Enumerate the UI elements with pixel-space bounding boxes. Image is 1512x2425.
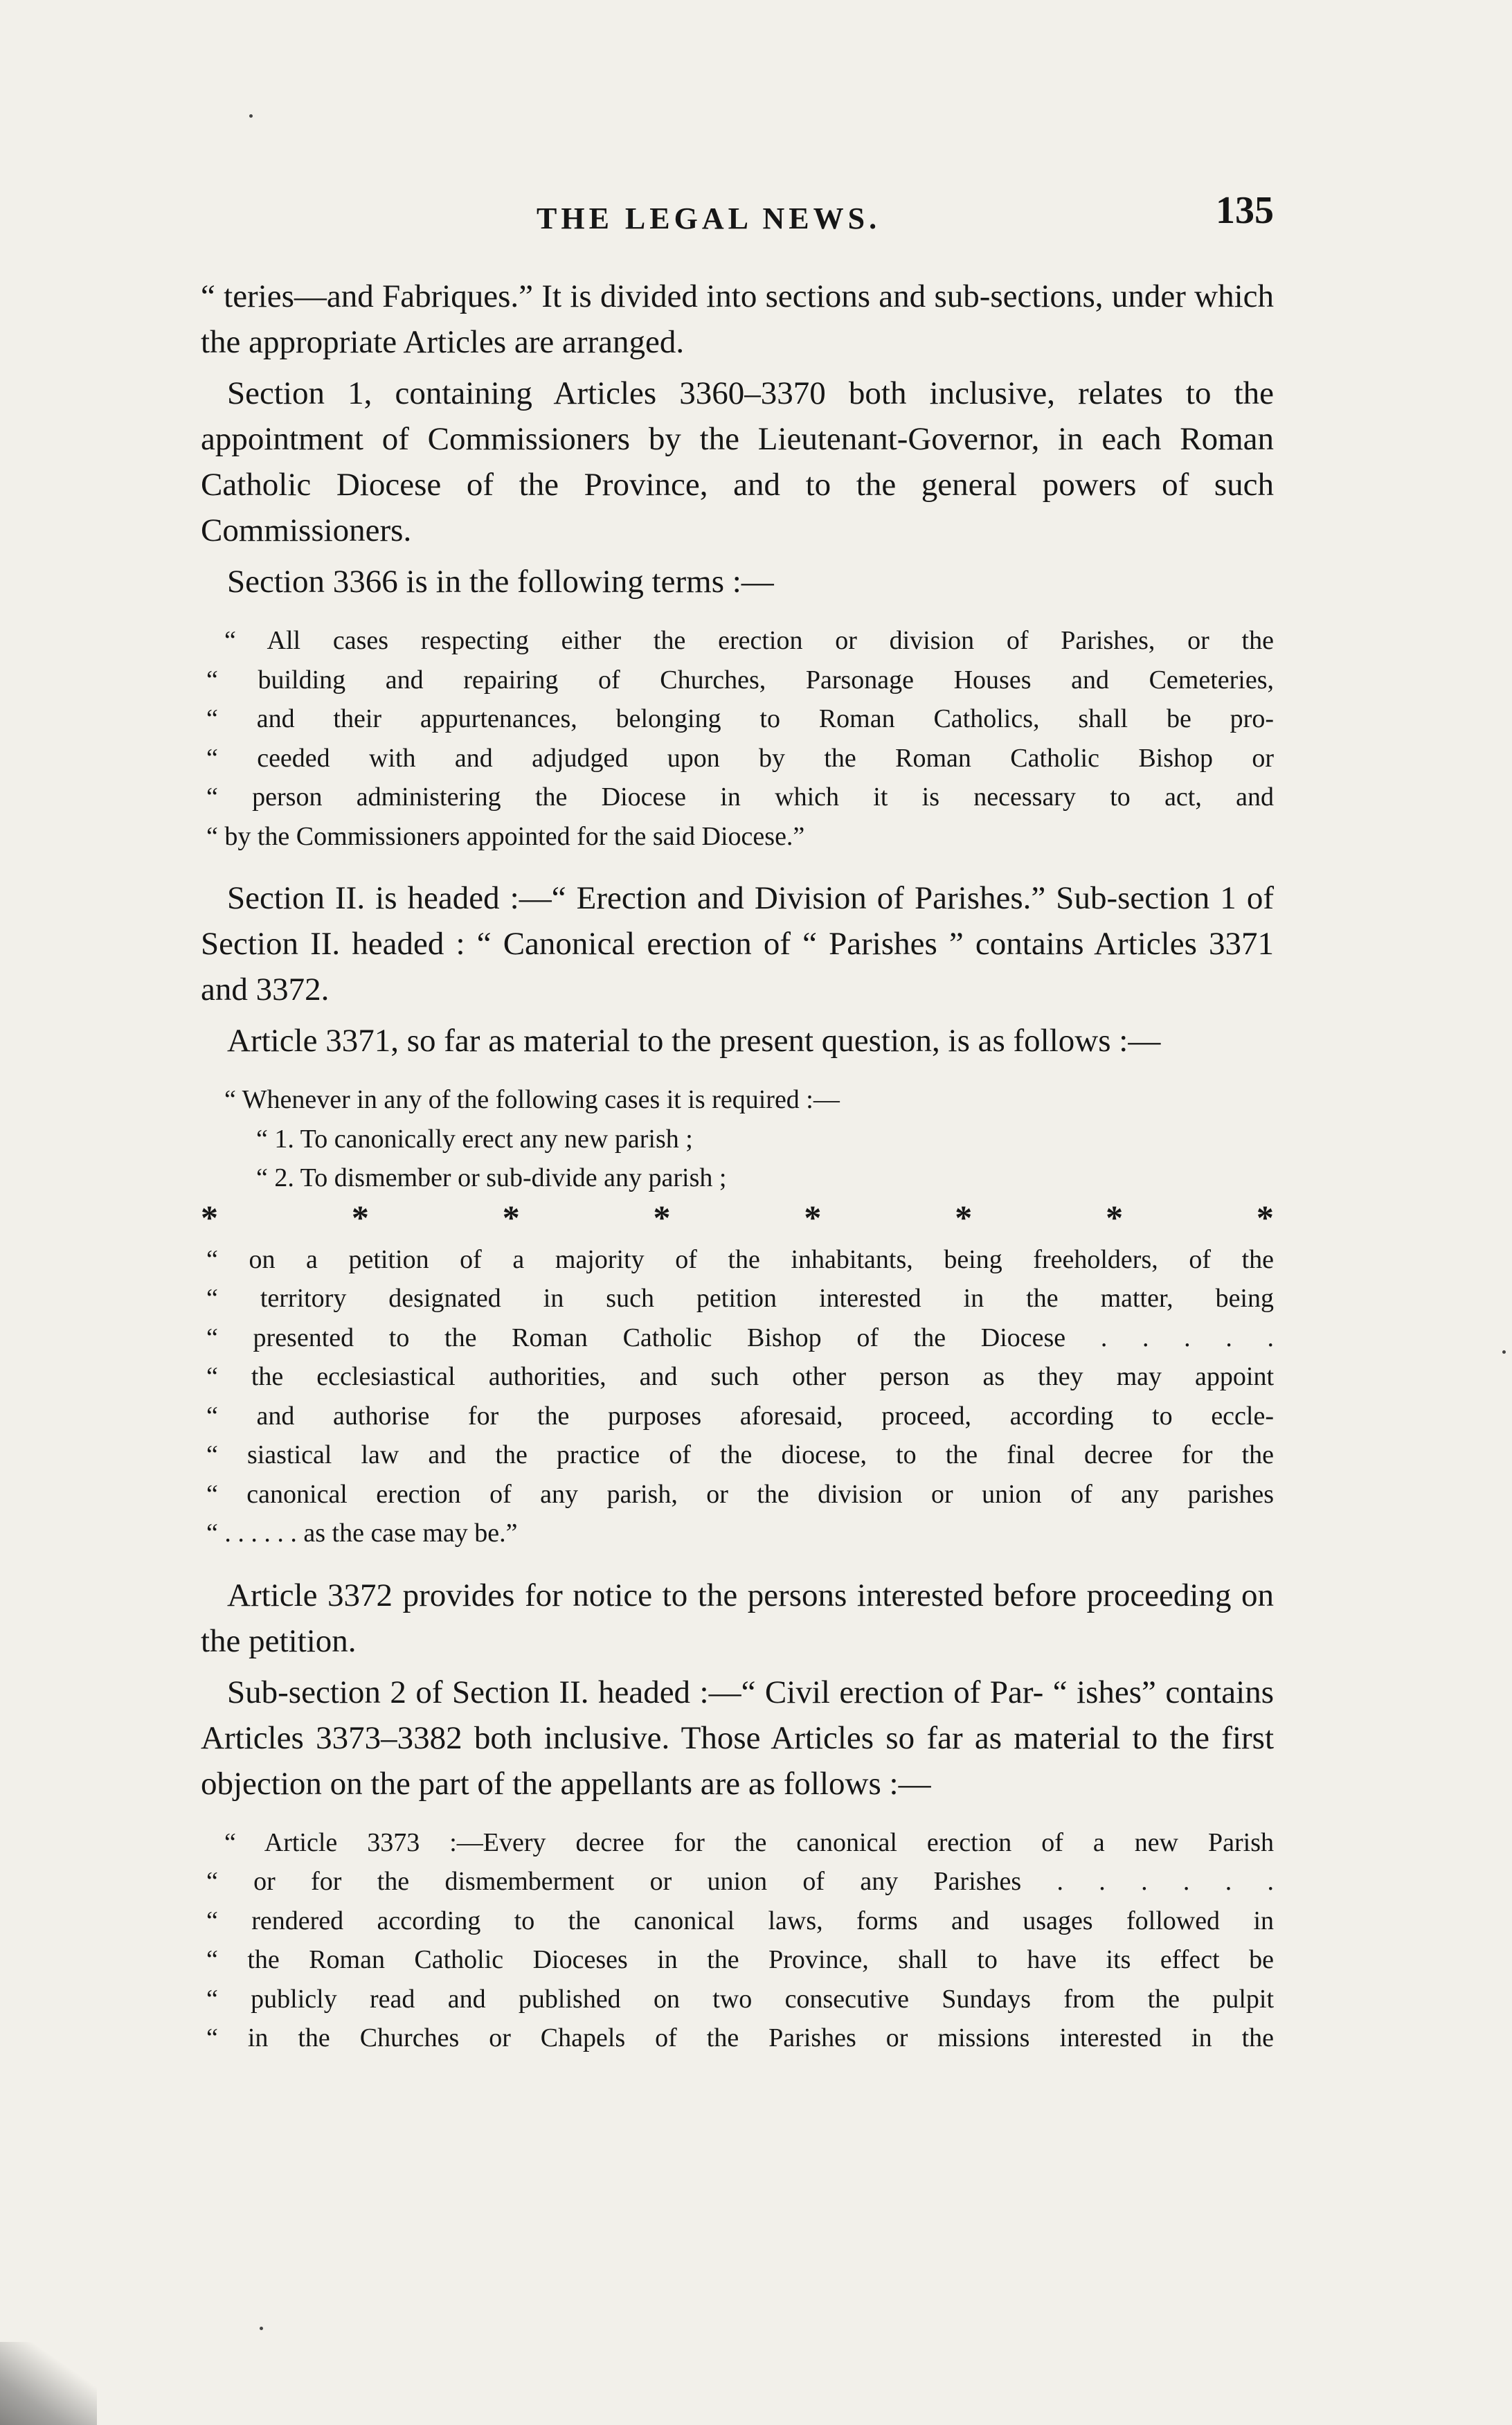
asterisk: *: [1106, 1197, 1124, 1237]
quote-line: “ publicly read and published on two consecutive Sundays from the pulpit: [206, 1984, 1274, 2014]
asterisk: *: [201, 1197, 218, 1237]
running-title: THE LEGAL NEWS.: [537, 202, 881, 235]
scan-speck: [260, 2327, 263, 2330]
paragraph: Sub-section 2 of Section II. headed :—“ Civil erection of Par- “ ishes” contains Articles 3373–3382 both inclusive. Those Articles so far as material to the first objection on the part of the appellants are as follows :—: [201, 1674, 1274, 1802]
quote-line: “ and authorise for the purposes aforesaid, proceed, according to eccle-: [206, 1401, 1274, 1431]
quote-line: “ and their appurtenances, belonging to Roman Catholics, shall be pro-: [206, 704, 1274, 733]
paragraph: “ teries—and Fabriques.” It is divided into sections and sub-sections, under which the appropriate Articles are arranged.: [201, 278, 1274, 360]
scan-speck: [1502, 1350, 1506, 1354]
paragraph: Section II. is headed :—“ Erection and Division of Parishes.” Sub-section 1 of Section II. headed : “ Canonical erection of “ Parishes ” contains Articles 3371 and 3372.: [201, 880, 1274, 1008]
text-column: [201, 274, 1274, 2077]
paragraph: Section 3366 is in the following terms :—: [227, 564, 774, 600]
scan-speck: [249, 114, 253, 118]
page-number: 135: [1216, 189, 1274, 232]
paragraph: Section 1, containing Articles 3360–3370 both inclusive, relates to the appointment of Commissioners by the Lieutenant-Governor, in each Roman Catholic Diocese of the Province, and to the general powers of such Commissioners.: [201, 375, 1274, 548]
quote-line: “ the Roman Catholic Dioceses in the Province, shall to have its effect be: [206, 1945, 1274, 1974]
list-item: “ 2. To dismember or sub-divide any parish ;: [256, 1163, 727, 1192]
asterisk: *: [955, 1197, 973, 1237]
quote-line: “ rendered according to the canonical laws, forms and usages followed in: [206, 1906, 1274, 1935]
asterisk: *: [502, 1197, 520, 1237]
block-quote: [201, 621, 1274, 856]
asterisk: *: [653, 1197, 671, 1237]
page-header: [201, 189, 1274, 251]
quote-line: “ by the Commissioners appointed for the said Diocese.”: [206, 821, 805, 851]
page-edge-stain: [0, 2342, 97, 2425]
block-quote: [201, 1080, 1274, 1553]
quote-line: “ territory designated in such petition interested in the matter, being: [206, 1284, 1274, 1313]
quote-line: “ building and repairing of Churches, Parsonage Houses and Cemeteries,: [206, 665, 1274, 695]
quote-line: “ in the Churches or Chapels of the Parishes or missions interested in the: [206, 2023, 1274, 2052]
quote-line: “ Article 3373 :—Every decree for the canonical erection of a new Parish: [224, 1827, 1274, 1857]
quote-line: “ person administering the Diocese in which it is necessary to act, and: [206, 782, 1274, 812]
quote-line: “ Whenever in any of the following cases it is required :—: [224, 1085, 840, 1114]
asterisk: *: [804, 1197, 822, 1237]
quote-line: “ canonical erection of any parish, or the division or union of any parishes: [206, 1479, 1274, 1509]
quote-line: “ presented to the Roman Catholic Bishop of the Diocese . . . . .: [206, 1323, 1274, 1352]
quote-line: “ siastical law and the practice of the diocese, to the final decree for the: [206, 1440, 1274, 1469]
quote-line: “ ceeded with and adjudged upon by the Roman Catholic Bishop or: [206, 743, 1274, 773]
list-item: “ 1. To canonically erect any new parish ;: [256, 1124, 693, 1154]
quote-line: “ All cases respecting either the erection or division of Parishes, or the: [224, 626, 1274, 655]
asterisk: *: [351, 1197, 369, 1237]
block-quote: [201, 1823, 1274, 2058]
quote-line: “ the ecclesiastical authorities, and such other person as they may appoint: [206, 1362, 1274, 1391]
quote-line: “ on a petition of a majority of the inhabitants, being freeholders, of the: [206, 1244, 1274, 1274]
quote-line: “ or for the dismemberment or union of any Parishes . . . . . .: [206, 1867, 1274, 1896]
asterisk: *: [1256, 1197, 1274, 1237]
ellipsis-asterisks: [201, 1197, 1274, 1237]
quote-line: “ . . . . . . as the case may be.”: [206, 1519, 518, 1548]
paragraph: Article 3372 provides for notice to the persons interested before proceeding on the petition.: [201, 1577, 1274, 1659]
paragraph: Article 3371, so far as material to the present question, is as follows :—: [227, 1023, 1161, 1059]
